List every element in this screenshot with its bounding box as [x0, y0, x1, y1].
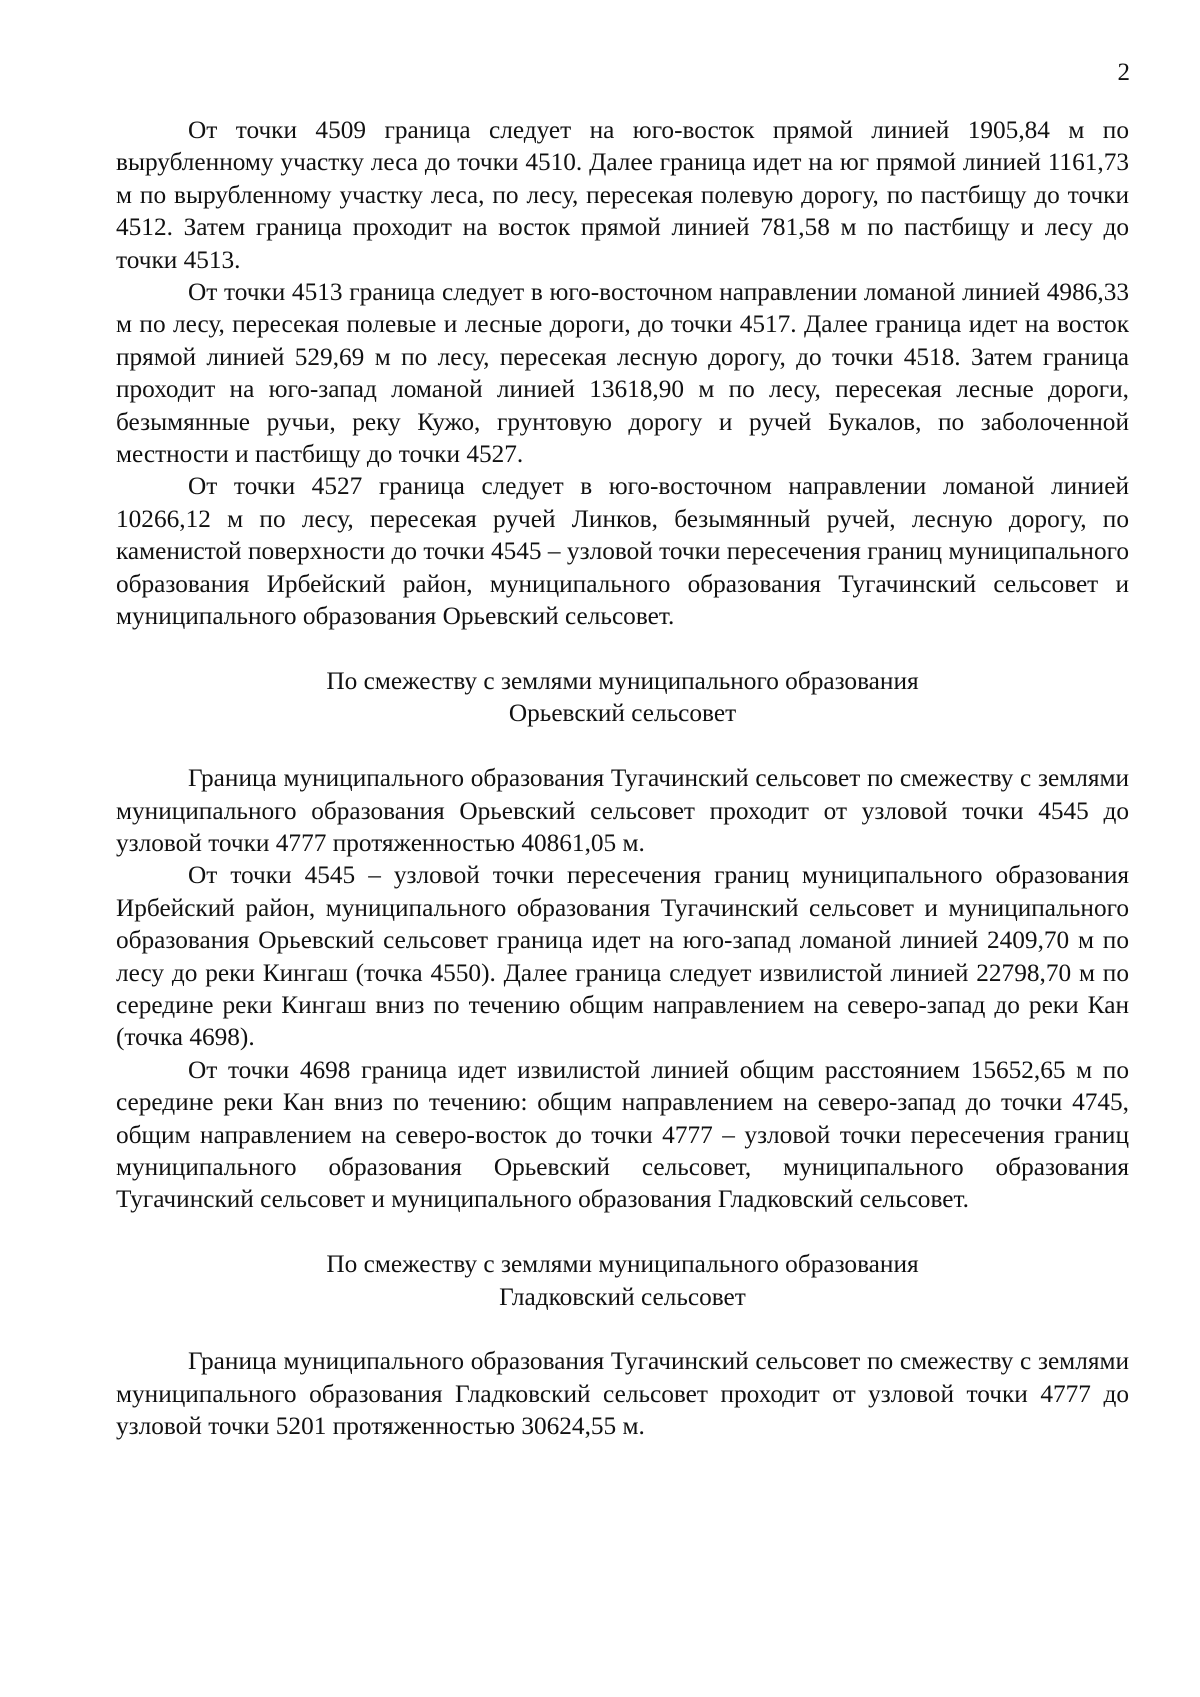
section-heading-line1: По смежеству с землями муниципального образования: [326, 1250, 919, 1279]
spacer: [116, 730, 1129, 762]
spacer: [116, 1313, 1129, 1345]
section-heading: [116, 665, 1129, 730]
paragraph: От точки 4513 граница следует в юго-восточном направлении ломаной линией 4986,33 м по лесу, пересекая полевые и лесные дороги, до точки 4517. Далее граница идет на восток прямой линией 529,69 м по лесу, пересекая лесную дорогу, до точки 4518. Затем граница проходит на юго-запад ломаной линией 13618,90 м по лесу, пересекая лесные дороги, безымянные ручьи, реку Кужо, грунтовую дорогу и ручей Букалов, по заболоченной местности и пастбищу до точки 4527.: [116, 278, 1129, 469]
spacer: [116, 1216, 1129, 1248]
paragraph: От точки 4698 граница идет извилистой линией общим расстоянием 15652,65 м по середине реки Кан вниз по течению: общим направлением на северо-запад до точки 4745, общим направлением на северо-восток до точки 4777 – узловой точки пересечения границ муниципального образования Орьевский сельсовет, муниципального образования Тугачинский сельсовет и муниципального образования Гладковский сельсовет.: [116, 1055, 1129, 1214]
paragraph: От точки 4545 – узловой точки пересечения границ муниципального образования Ирбейский район, муниципального образования Тугачинский сельсовет и муниципального образования Орьевский сельсовет граница идет на юго-запад ломаной линией 2409,70 м по лесу до реки Кингаш (точка 4550). Далее граница следует извилистой линией 22798,70 м по середине реки Кингаш вниз по течению общим направлением на северо-запад до реки Кан (точка 4698).: [116, 861, 1129, 1052]
page-number: 2: [1117, 59, 1130, 86]
document-body: [116, 114, 1129, 1443]
section-heading-line1: По смежеству с землями муниципального образования: [326, 666, 919, 695]
section-heading-line2: Орьевский сельсовет: [508, 699, 737, 728]
section-heading: [116, 1248, 1129, 1313]
paragraph: От точки 4527 граница следует в юго-восточном направлении ломаной линией 10266,12 м по лесу, пересекая ручей Линков, безымянный ручей, лесную дорогу, по каменистой поверхности до точки 4545 – узловой точки пересечения границ муниципального образования Ирбейский район, муниципального образования Тугачинский сельсовет и муниципального образования Орьевский сельсовет.: [116, 472, 1129, 631]
paragraph: Граница муниципального образования Тугачинский сельсовет по смежеству с землями муниципального образования Орьевский сельсовет проходит от узловой точки 4545 до узловой точки 4777 протяженностью 40861,05 м.: [116, 764, 1129, 857]
paragraph: Граница муниципального образования Тугачинский сельсовет по смежеству с землями муниципального образования Гладковский сельсовет проходит от узловой точки 4777 до узловой точки 5201 протяженностью 30624,55 м.: [116, 1347, 1129, 1441]
section-heading-line2: Гладковский сельсовет: [499, 1282, 746, 1311]
spacer: [116, 633, 1129, 665]
paragraph: От точки 4509 граница следует на юго-восток прямой линией 1905,84 м по вырубленному участку леса до точки 4510. Далее граница идет на юг прямой линией 1161,73 м по вырубленному участку леса, по лесу, пересекая полевую дорогу, по пастбищу до точки 4512. Затем граница проходит на восток прямой линией 781,58 м по пастбищу и лесу до точки 4513.: [116, 116, 1129, 274]
